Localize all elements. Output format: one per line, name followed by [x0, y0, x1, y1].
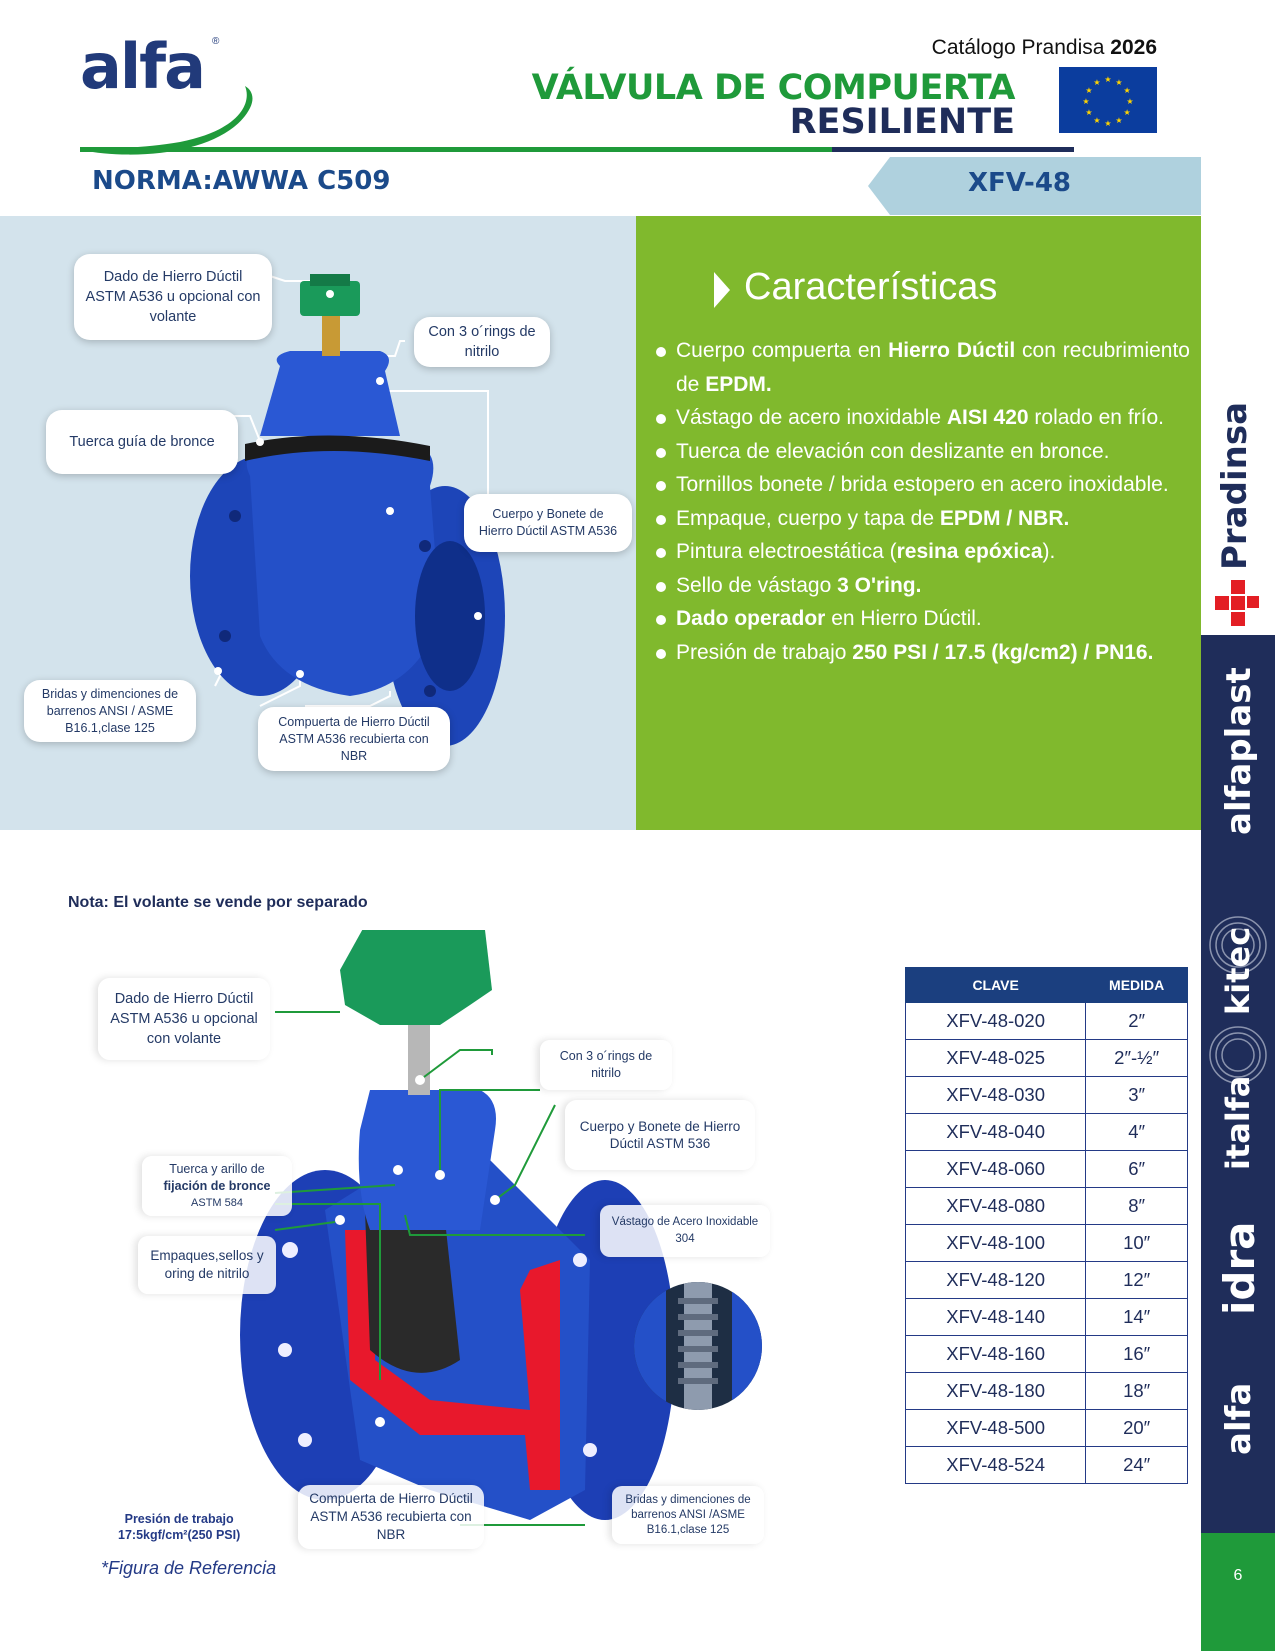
features-title: Características	[744, 266, 998, 308]
cell-clave: XFV-48-030	[906, 1077, 1086, 1114]
cell-medida: 6″	[1086, 1151, 1188, 1188]
tuerca-line-1: Tuerca y arillo de	[169, 1161, 265, 1176]
col-medida: MEDIDA	[1086, 968, 1188, 1003]
feature-text: Tornillos bonete / brida estopero en acero inoxidable.	[676, 473, 1169, 496]
tuerca-line-3: ASTM 584	[191, 1196, 243, 1209]
eu-star-icon: ★	[1082, 97, 1090, 106]
feature-bold-text: AISI 420	[946, 406, 1029, 429]
feature-item	[656, 569, 1190, 603]
table-row	[906, 1077, 1188, 1114]
callout-bridas: Bridas y dimenciones de barrenos ANSI / ASME B16.1,clase 125	[24, 680, 196, 742]
brand-idra: idra	[1215, 1221, 1264, 1315]
feature-bold-text: 250 PSI / 17.5 (kg/cm2) / PN16.	[852, 640, 1154, 664]
callout-tuerca-guia: Tuerca guía de bronce	[46, 410, 238, 474]
callout-compuerta-2: Compuerta de Hierro Dúctil ASTM A536 recubierta con NBR	[298, 1485, 484, 1549]
feature-text: Empaque, cuerpo y tapa de	[676, 506, 940, 530]
callout-compuerta: Compuerta de Hierro Dúctil ASTM A536 recubierta con NBR	[258, 707, 450, 771]
title-line-1: VÁLVULA DE COMPUERTA	[531, 68, 1015, 108]
eu-star-icon: ★	[1104, 119, 1112, 128]
table-row	[906, 1225, 1188, 1262]
feature-bold-text: Hierro Dúctil	[888, 339, 1016, 362]
cell-medida: 12″	[1086, 1262, 1188, 1299]
header-rule-green	[80, 147, 832, 152]
cell-clave: XFV-48-524	[906, 1447, 1086, 1484]
eu-star-icon: ★	[1123, 86, 1131, 95]
features-list	[656, 334, 1190, 669]
feature-item	[656, 502, 1190, 536]
page-number: 6	[1233, 1567, 1243, 1584]
feature-text: en Hierro Dúctil.	[825, 607, 982, 630]
tuerca-line-2: fijación de bronce	[163, 1178, 271, 1193]
eu-star-icon: ★	[1104, 75, 1112, 84]
callout-orings: Con 3 o´rings de nitrilo	[414, 317, 550, 367]
eu-star-icon: ★	[1085, 108, 1093, 117]
cell-clave: XFV-48-040	[906, 1114, 1086, 1151]
sidebar-pradinsa	[1201, 380, 1275, 635]
eu-star-icon: ★	[1085, 86, 1093, 95]
brand-alfa: alfa	[1219, 1382, 1259, 1455]
table-row	[906, 1003, 1188, 1040]
cell-clave: XFV-48-120	[906, 1262, 1086, 1299]
brand-italfa: italfa	[1219, 1075, 1257, 1170]
working-pressure-label	[118, 1511, 240, 1543]
feature-bold-text: Dado operador	[676, 607, 826, 630]
table-row	[906, 1262, 1188, 1299]
cell-medida: 24″	[1086, 1447, 1188, 1484]
cell-medida: 2″	[1086, 1003, 1188, 1040]
feature-text: Vástago de acero inoxidable	[676, 406, 947, 429]
cell-medida: 10″	[1086, 1225, 1188, 1262]
eu-flag-icon	[1059, 67, 1157, 133]
cell-medida: 14″	[1086, 1299, 1188, 1336]
callout-orings-2: Con 3 o´rings de nitrilo	[540, 1040, 672, 1090]
pressure-line-2: 17:5kgf/cm²(250 PSI)	[118, 1528, 241, 1542]
registered-mark: ®	[212, 36, 220, 47]
feature-text: con recubrimiento de	[676, 339, 1190, 396]
feature-text: ).	[1042, 540, 1056, 563]
feature-item	[656, 435, 1190, 469]
cell-clave: XFV-48-140	[906, 1299, 1086, 1336]
title-line-2: RESILIENTE	[789, 102, 1015, 142]
cell-medida: 8″	[1086, 1188, 1188, 1225]
catalog-label: Catálogo Prandisa 2026	[931, 36, 1157, 59]
feature-item	[656, 535, 1190, 569]
feature-item	[656, 334, 1190, 401]
brand-pradinsa: Pradinsa	[1215, 401, 1255, 570]
eu-star-icon: ★	[1093, 116, 1101, 126]
table-row	[906, 1114, 1188, 1151]
eu-star-icon: ★	[1115, 116, 1123, 126]
feature-item	[656, 401, 1190, 435]
table-row	[906, 1447, 1188, 1484]
table-row	[906, 1188, 1188, 1225]
callout-dado: Dado de Hierro Dúctil ASTM A536 u opcional con volante	[74, 254, 272, 340]
table-header-row	[906, 968, 1188, 1003]
cell-clave: XFV-48-060	[906, 1151, 1086, 1188]
feature-text: Presión de trabajo	[676, 640, 853, 664]
eu-star-icon: ★	[1126, 97, 1134, 106]
cell-medida: 4″	[1086, 1114, 1188, 1151]
table-row	[906, 1299, 1188, 1336]
cell-clave: XFV-48-100	[906, 1225, 1086, 1262]
callout-vastago: Vástago de Acero Inoxidable 304	[600, 1205, 770, 1257]
brand-kitec: kitec	[1219, 926, 1257, 1015]
col-clave: CLAVE	[906, 968, 1086, 1003]
eu-star-icon: ★	[1115, 77, 1123, 87]
logo-wordmark: alfa	[80, 30, 204, 103]
sizes-table	[905, 967, 1188, 1484]
callout-bridas-2: Bridas y dimenciones de barrenos ANSI /ASME B16.1,clase 125	[612, 1486, 764, 1544]
table-row	[906, 1336, 1188, 1373]
callout-tuerca-2	[142, 1156, 292, 1216]
header-rule-navy	[832, 147, 1074, 152]
feature-item	[656, 636, 1190, 670]
feature-text: Sello de vástago	[676, 573, 838, 597]
cell-clave: XFV-48-180	[906, 1373, 1086, 1410]
feature-bold-text: resina epóxica	[896, 540, 1043, 563]
alfa-logo	[80, 30, 260, 130]
figure-reference-note: *Figura de Referencia	[101, 1558, 277, 1578]
model-code: XFV-48	[968, 168, 1072, 198]
feature-bold-text: 3 O'ring.	[837, 573, 922, 597]
feature-bold-text: EPDM.	[705, 372, 772, 396]
page-number-block	[1201, 1533, 1275, 1651]
feature-bold-text: EPDM / NBR.	[939, 506, 1070, 530]
feature-text: Pintura electroestática (	[676, 540, 897, 563]
feature-text: Cuerpo compuerta en	[676, 339, 889, 362]
pradinsa-logo-icon	[1215, 580, 1263, 628]
cell-medida: 3″	[1086, 1077, 1188, 1114]
feature-item	[656, 602, 1190, 636]
cell-clave: XFV-48-500	[906, 1410, 1086, 1447]
eu-star-icon: ★	[1093, 77, 1101, 87]
eu-star-icon: ★	[1123, 108, 1131, 117]
table-row	[906, 1151, 1188, 1188]
callout-cuerpo-bonete: Cuerpo y Bonete de Hierro Dúctil ASTM A536	[464, 494, 632, 552]
swoosh-icon	[80, 68, 265, 158]
sizes-table-body	[906, 1003, 1188, 1484]
feature-text: Tuerca de elevación con deslizante en bronce.	[676, 439, 1110, 463]
pressure-line-1: Presión de trabajo	[124, 1512, 234, 1526]
brand-alfaplast: alfaplast	[1219, 667, 1259, 835]
cell-clave: XFV-48-020	[906, 1003, 1086, 1040]
cell-medida: 2″-½″	[1086, 1040, 1188, 1077]
feature-text: rolado en frío.	[1028, 406, 1164, 429]
cell-clave: XFV-48-025	[906, 1040, 1086, 1077]
table-row	[906, 1040, 1188, 1077]
callout-cuerpo-2: Cuerpo y Bonete de Hierro Dúctil ASTM 536	[565, 1100, 755, 1170]
cell-medida: 16″	[1086, 1336, 1188, 1373]
norma-label: NORMA:AWWA C509	[92, 166, 391, 196]
cell-medida: 18″	[1086, 1373, 1188, 1410]
cell-clave: XFV-48-160	[906, 1336, 1086, 1373]
note-handwheel: Nota: El volante se vende por separado	[68, 894, 368, 911]
table-row	[906, 1373, 1188, 1410]
callout-empaques: Empaques,sellos y oring de nitrilo	[138, 1236, 276, 1294]
feature-item	[656, 468, 1190, 502]
sidebar-brands	[1201, 635, 1275, 1533]
stem-detail-photo	[632, 1280, 764, 1412]
table-row	[906, 1410, 1188, 1447]
cell-clave: XFV-48-080	[906, 1188, 1086, 1225]
callout-dado-2: Dado de Hierro Dúctil ASTM A536 u opcional con volante	[98, 978, 270, 1060]
cell-medida: 20″	[1086, 1410, 1188, 1447]
